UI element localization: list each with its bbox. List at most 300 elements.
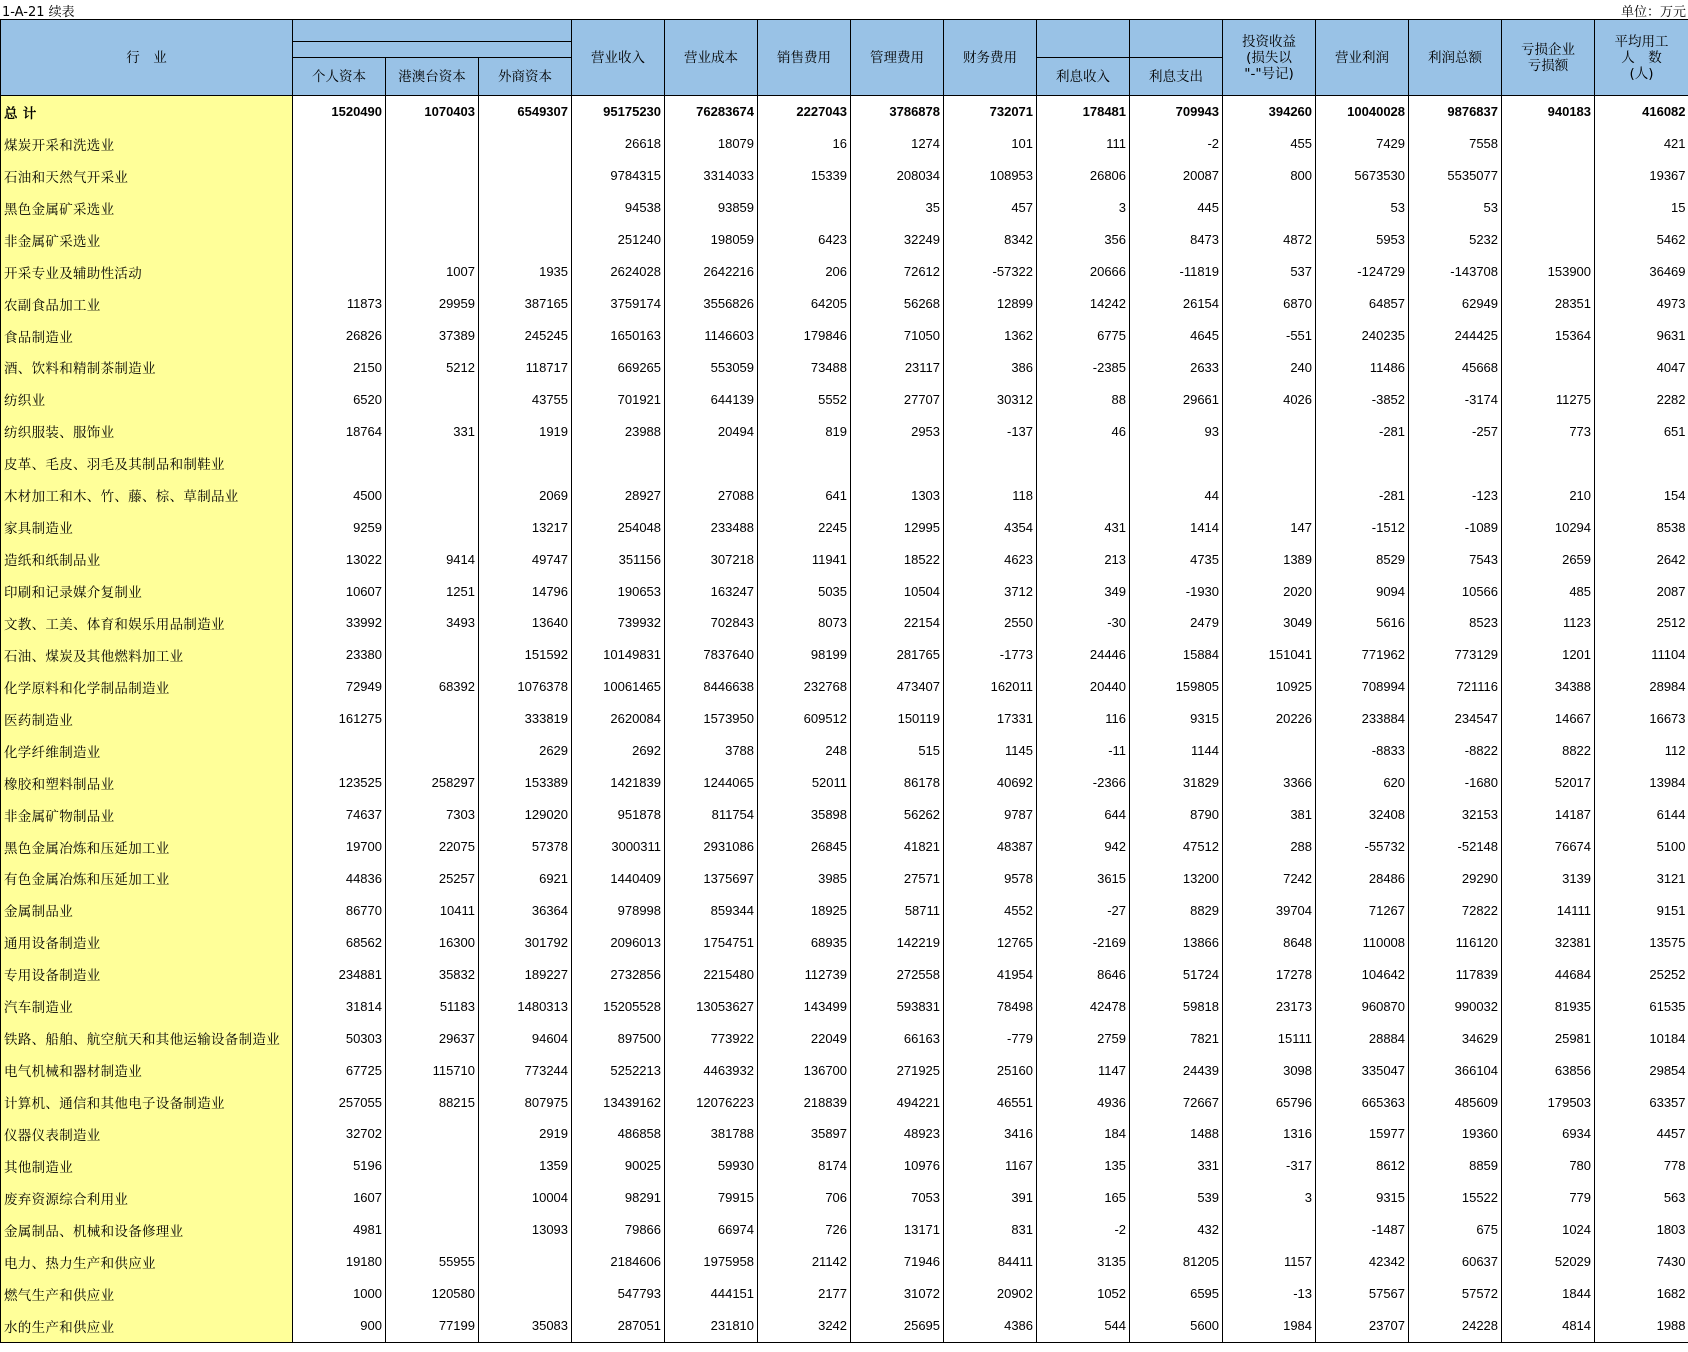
value-cell-c15 xyxy=(1595,447,1688,479)
value-cell-c14 xyxy=(1502,447,1595,479)
value-cell-c15: 7430 xyxy=(1595,1246,1688,1278)
value-cell-c10: 2633 xyxy=(1130,352,1223,384)
value-cell-c1: 74637 xyxy=(293,799,386,831)
value-cell-c6: 726 xyxy=(758,1214,851,1246)
value-cell-c3 xyxy=(479,224,572,256)
value-cell-c3: 35083 xyxy=(479,1310,572,1342)
value-cell-c12: 5953 xyxy=(1316,224,1409,256)
value-cell-c7: 56262 xyxy=(851,799,944,831)
value-cell-c1 xyxy=(293,447,386,479)
header-admin-expense: 管理费用 xyxy=(851,20,944,96)
value-cell-c7: 271925 xyxy=(851,1054,944,1086)
header-avg-employees-line2: 人 数 xyxy=(1621,49,1662,66)
value-cell-c13: 7543 xyxy=(1409,543,1502,575)
value-cell-c10: 13866 xyxy=(1130,926,1223,958)
value-cell-c10: 1488 xyxy=(1130,1118,1223,1150)
value-cell-c10: 4645 xyxy=(1130,320,1223,352)
value-cell-c1: 4981 xyxy=(293,1214,386,1246)
value-cell-c13: 72822 xyxy=(1409,894,1502,926)
value-cell-c15: 4973 xyxy=(1595,288,1688,320)
value-cell-c14: 1024 xyxy=(1502,1214,1595,1246)
industry-name-cell: 橡胶和塑料制品业 xyxy=(1,767,293,799)
industry-name-cell: 专用设备制造业 xyxy=(1,958,293,990)
value-cell-c5: 27088 xyxy=(665,479,758,511)
value-cell-c12: -8833 xyxy=(1316,735,1409,767)
value-cell-c3: 129020 xyxy=(479,799,572,831)
value-cell-c14: 179503 xyxy=(1502,1086,1595,1118)
header-interest-expense: 利息支出 xyxy=(1130,58,1223,96)
value-cell-c7: 10504 xyxy=(851,575,944,607)
industry-name-cell: 家具制造业 xyxy=(1,511,293,543)
value-cell-c9: 644 xyxy=(1037,799,1130,831)
value-cell-c5: 553059 xyxy=(665,352,758,384)
table-row xyxy=(1,958,1688,990)
value-cell-c12: 104642 xyxy=(1316,958,1409,990)
value-cell-c9: -2385 xyxy=(1037,352,1130,384)
value-cell-c1: 44836 xyxy=(293,863,386,895)
value-cell-c1: 10607 xyxy=(293,575,386,607)
value-cell-c4: 13439162 xyxy=(572,1086,665,1118)
value-cell-c10: 72667 xyxy=(1130,1086,1223,1118)
value-cell-c6: 143499 xyxy=(758,990,851,1022)
value-cell-c12: 28884 xyxy=(1316,1022,1409,1054)
header-hmt-capital: 港澳台资本 xyxy=(386,58,479,96)
value-cell-c7: 272558 xyxy=(851,958,944,990)
value-cell-c5: 2642216 xyxy=(665,256,758,288)
value-cell-c2 xyxy=(386,511,479,543)
value-cell-c12: 64857 xyxy=(1316,288,1409,320)
table-id: 1-A-21 续表 xyxy=(2,5,75,20)
value-cell-c6: 8174 xyxy=(758,1150,851,1182)
value-cell-c7: 12995 xyxy=(851,511,944,543)
value-cell-c7 xyxy=(851,447,944,479)
value-cell-c8 xyxy=(944,447,1037,479)
value-cell-c7: 7053 xyxy=(851,1182,944,1214)
value-cell-c2 xyxy=(386,128,479,160)
value-cell-c10: 8473 xyxy=(1130,224,1223,256)
table-title-bar xyxy=(0,0,1688,18)
value-cell-c13: -143708 xyxy=(1409,256,1502,288)
table-row xyxy=(1,1086,1688,1118)
table-row xyxy=(1,192,1688,224)
value-cell-c9: 8646 xyxy=(1037,958,1130,990)
value-cell-c4: 1650163 xyxy=(572,320,665,352)
header-capital-subgroup xyxy=(293,42,572,58)
value-cell-c11: 6870 xyxy=(1223,288,1316,320)
value-cell-c9: 20666 xyxy=(1037,256,1130,288)
industry-name-cell: 计算机、通信和其他电子设备制造业 xyxy=(1,1086,293,1118)
table-row xyxy=(1,320,1688,352)
industry-name-cell: 化学原料和化学制品制造业 xyxy=(1,671,293,703)
value-cell-c5: 1375697 xyxy=(665,863,758,895)
value-cell-c14 xyxy=(1502,128,1595,160)
value-cell-c6: 5552 xyxy=(758,383,851,415)
header-capital-group xyxy=(293,20,572,42)
value-cell-c3: 6921 xyxy=(479,863,572,895)
industry-name-cell: 金属制品、机械和设备修理业 xyxy=(1,1214,293,1246)
header-investment-income-line2: (损失以 xyxy=(1246,49,1292,66)
value-cell-c11 xyxy=(1223,479,1316,511)
value-cell-c10: 20087 xyxy=(1130,160,1223,192)
industry-name-cell: 水的生产和供应业 xyxy=(1,1310,293,1342)
value-cell-c9: 3615 xyxy=(1037,863,1130,895)
industry-name-cell: 燃气生产和供应业 xyxy=(1,1278,293,1310)
value-cell-c13: -3174 xyxy=(1409,383,1502,415)
value-cell-c11: 3366 xyxy=(1223,767,1316,799)
value-cell-c9: -11 xyxy=(1037,735,1130,767)
value-cell-c7: 72612 xyxy=(851,256,944,288)
value-cell-c5: 93859 xyxy=(665,192,758,224)
value-cell-c4: 978998 xyxy=(572,894,665,926)
value-cell-c14: 2659 xyxy=(1502,543,1595,575)
value-cell-c13 xyxy=(1409,447,1502,479)
value-cell-c4: 5252213 xyxy=(572,1054,665,1086)
value-cell-c14: 773 xyxy=(1502,415,1595,447)
value-cell-c1: 234881 xyxy=(293,958,386,990)
value-cell-c5: 2931086 xyxy=(665,831,758,863)
value-cell-c3 xyxy=(479,192,572,224)
value-cell-c1: 19700 xyxy=(293,831,386,863)
value-cell-c15: 1988 xyxy=(1595,1310,1688,1342)
value-cell-c10: 539 xyxy=(1130,1182,1223,1214)
table-row xyxy=(1,383,1688,415)
value-cell-c3: 153389 xyxy=(479,767,572,799)
value-cell-c15: 11104 xyxy=(1595,639,1688,671)
value-cell-c12: 11486 xyxy=(1316,352,1409,384)
value-cell-c9 xyxy=(1037,479,1130,511)
value-cell-c8: 1145 xyxy=(944,735,1037,767)
value-cell-c12: 5673530 xyxy=(1316,160,1409,192)
table-row xyxy=(1,511,1688,543)
value-cell-c8: -1773 xyxy=(944,639,1037,671)
value-cell-c3: 1359 xyxy=(479,1150,572,1182)
value-cell-c8: 12899 xyxy=(944,288,1037,320)
value-cell-c5: 1754751 xyxy=(665,926,758,958)
value-cell-c8: 25160 xyxy=(944,1054,1037,1086)
value-cell-c13: -257 xyxy=(1409,415,1502,447)
value-cell-c12: 15977 xyxy=(1316,1118,1409,1150)
value-cell-c10: 15884 xyxy=(1130,639,1223,671)
value-cell-c9: 26806 xyxy=(1037,160,1130,192)
value-cell-c8: 2550 xyxy=(944,607,1037,639)
value-cell-c4: 79866 xyxy=(572,1214,665,1246)
value-cell-c1: 161275 xyxy=(293,703,386,735)
value-cell-c2: 35832 xyxy=(386,958,479,990)
value-cell-c11: 1316 xyxy=(1223,1118,1316,1150)
table-header xyxy=(1,20,1688,96)
value-cell-c10: -11819 xyxy=(1130,256,1223,288)
value-cell-c10: 445 xyxy=(1130,192,1223,224)
value-cell-c2: 3493 xyxy=(386,607,479,639)
value-cell-c8: 30312 xyxy=(944,383,1037,415)
value-cell-c12: 57567 xyxy=(1316,1278,1409,1310)
value-cell-c8: 78498 xyxy=(944,990,1037,1022)
value-cell-c12: 110008 xyxy=(1316,926,1409,958)
value-cell-c8: 8342 xyxy=(944,224,1037,256)
value-cell-c15: 5462 xyxy=(1595,224,1688,256)
value-cell-c4: 739932 xyxy=(572,607,665,639)
value-cell-c5: 2215480 xyxy=(665,958,758,990)
value-cell-c2 xyxy=(386,479,479,511)
value-cell-c15: 8538 xyxy=(1595,511,1688,543)
header-interest-income-top xyxy=(1037,20,1130,58)
header-sales-expense: 销售费用 xyxy=(758,20,851,96)
value-cell-c4: 701921 xyxy=(572,383,665,415)
header-revenue: 营业收入 xyxy=(572,20,665,96)
value-cell-c6: 232768 xyxy=(758,671,851,703)
value-cell-c13: 721116 xyxy=(1409,671,1502,703)
value-cell-c13: 53 xyxy=(1409,192,1502,224)
value-cell-c12: 9094 xyxy=(1316,575,1409,607)
value-cell-c11: 147 xyxy=(1223,511,1316,543)
value-cell-c2 xyxy=(386,192,479,224)
value-cell-c4 xyxy=(572,447,665,479)
value-cell-c5: 644139 xyxy=(665,383,758,415)
value-cell-c14: 25981 xyxy=(1502,1022,1595,1054)
table-row xyxy=(1,671,1688,703)
value-cell-c5: 79915 xyxy=(665,1182,758,1214)
header-total-profit: 利润总额 xyxy=(1409,20,1502,96)
industry-name-cell: 皮革、毛皮、羽毛及其制品和制鞋业 xyxy=(1,447,293,479)
value-cell-c10: 4735 xyxy=(1130,543,1223,575)
value-cell-c6: 26845 xyxy=(758,831,851,863)
value-cell-c1: 86770 xyxy=(293,894,386,926)
value-cell-c8: 40692 xyxy=(944,767,1037,799)
header-loss-amount-line2: 亏损额 xyxy=(1527,57,1569,74)
value-cell-c3 xyxy=(479,160,572,192)
value-cell-c6: 98199 xyxy=(758,639,851,671)
value-cell-c3: 118717 xyxy=(479,352,572,384)
value-cell-c14 xyxy=(1502,192,1595,224)
value-cell-c2: 1251 xyxy=(386,575,479,607)
value-cell-c12: -1512 xyxy=(1316,511,1409,543)
industry-name-cell: 电气机械和器材制造业 xyxy=(1,1054,293,1086)
value-cell-c9: 356 xyxy=(1037,224,1130,256)
value-cell-c4: 897500 xyxy=(572,1022,665,1054)
value-cell-c3: 10004 xyxy=(479,1182,572,1214)
value-cell-c15: 61535 xyxy=(1595,990,1688,1022)
value-cell-c10 xyxy=(1130,447,1223,479)
value-cell-c12: 32408 xyxy=(1316,799,1409,831)
value-cell-c3: 333819 xyxy=(479,703,572,735)
value-cell-c6: 6423 xyxy=(758,224,851,256)
header-personal-capital: 个人资本 xyxy=(293,58,386,96)
industry-name-cell: 文教、工美、体育和娱乐用品制造业 xyxy=(1,607,293,639)
industry-name-cell: 煤炭开采和洗选业 xyxy=(1,128,293,160)
value-cell-c9: 4936 xyxy=(1037,1086,1130,1118)
industry-name-cell: 非金属矿采选业 xyxy=(1,224,293,256)
value-cell-c9: -2169 xyxy=(1037,926,1130,958)
value-cell-c8: 391 xyxy=(944,1182,1037,1214)
value-cell-c14: 52029 xyxy=(1502,1246,1595,1278)
value-cell-c12: 233884 xyxy=(1316,703,1409,735)
header-avg-employees-line3: (人) xyxy=(1629,65,1654,82)
value-cell-c6: 2245 xyxy=(758,511,851,543)
table-row xyxy=(1,1022,1688,1054)
value-cell-c11: 1389 xyxy=(1223,543,1316,575)
table-row xyxy=(1,863,1688,895)
value-cell-c6: 819 xyxy=(758,415,851,447)
header-operating-profit: 营业利润 xyxy=(1316,20,1409,96)
value-cell-c2: 258297 xyxy=(386,767,479,799)
value-cell-c13: 116120 xyxy=(1409,926,1502,958)
value-cell-c11: 394260 xyxy=(1223,96,1316,128)
value-cell-c13: 244425 xyxy=(1409,320,1502,352)
value-cell-c1: 32702 xyxy=(293,1118,386,1150)
value-cell-c13: 45668 xyxy=(1409,352,1502,384)
value-cell-c3: 36364 xyxy=(479,894,572,926)
value-cell-c6 xyxy=(758,192,851,224)
value-cell-c14: 485 xyxy=(1502,575,1595,607)
value-cell-c9: 1147 xyxy=(1037,1054,1130,1086)
value-cell-c8: 101 xyxy=(944,128,1037,160)
value-cell-c12: -1487 xyxy=(1316,1214,1409,1246)
value-cell-c13: 675 xyxy=(1409,1214,1502,1246)
value-cell-c4: 10061465 xyxy=(572,671,665,703)
value-cell-c10: 1144 xyxy=(1130,735,1223,767)
value-cell-c15: 651 xyxy=(1595,415,1688,447)
value-cell-c11 xyxy=(1223,415,1316,447)
value-cell-c8: 4386 xyxy=(944,1310,1037,1342)
value-cell-c13: 5232 xyxy=(1409,224,1502,256)
value-cell-c11: 1157 xyxy=(1223,1246,1316,1278)
value-cell-c2: 5212 xyxy=(386,352,479,384)
value-cell-c10: 59818 xyxy=(1130,990,1223,1022)
value-cell-c3 xyxy=(479,128,572,160)
value-cell-c8: 48387 xyxy=(944,831,1037,863)
table-body xyxy=(1,96,1688,1343)
value-cell-c10: 47512 xyxy=(1130,831,1223,863)
industry-name-cell: 汽车制造业 xyxy=(1,990,293,1022)
value-cell-c3: 1919 xyxy=(479,415,572,447)
value-cell-c2: 37389 xyxy=(386,320,479,352)
industry-name-cell: 其他制造业 xyxy=(1,1150,293,1182)
value-cell-c9: 135 xyxy=(1037,1150,1130,1182)
value-cell-c6: 35898 xyxy=(758,799,851,831)
table-row xyxy=(1,990,1688,1022)
value-cell-c11: -551 xyxy=(1223,320,1316,352)
value-cell-c14: 3139 xyxy=(1502,863,1595,895)
table-row xyxy=(1,447,1688,479)
value-cell-c2 xyxy=(386,639,479,671)
value-cell-c14: 4814 xyxy=(1502,1310,1595,1342)
value-cell-c13: 9876837 xyxy=(1409,96,1502,128)
value-cell-c11: 3 xyxy=(1223,1182,1316,1214)
value-cell-c15: 29854 xyxy=(1595,1054,1688,1086)
header-investment-income-line3: "-"号记) xyxy=(1244,65,1294,82)
value-cell-c13: 62949 xyxy=(1409,288,1502,320)
value-cell-c12: 23707 xyxy=(1316,1310,1409,1342)
value-cell-c8: 3416 xyxy=(944,1118,1037,1150)
industry-name-cell: 石油和天然气开采业 xyxy=(1,160,293,192)
value-cell-c1: 72949 xyxy=(293,671,386,703)
value-cell-c15: 13575 xyxy=(1595,926,1688,958)
value-cell-c7: 494221 xyxy=(851,1086,944,1118)
value-cell-c1: 1607 xyxy=(293,1182,386,1214)
value-cell-c1: 123525 xyxy=(293,767,386,799)
value-cell-c5: 811754 xyxy=(665,799,758,831)
value-cell-c1 xyxy=(293,224,386,256)
value-cell-c8: -137 xyxy=(944,415,1037,447)
value-cell-c3 xyxy=(479,1278,572,1310)
value-cell-c14: 153900 xyxy=(1502,256,1595,288)
value-cell-c9: 116 xyxy=(1037,703,1130,735)
table-row xyxy=(1,703,1688,735)
value-cell-c3: 1935 xyxy=(479,256,572,288)
industry-name-cell: 食品制造业 xyxy=(1,320,293,352)
table-row xyxy=(1,831,1688,863)
value-cell-c11 xyxy=(1223,735,1316,767)
value-cell-c3: 387165 xyxy=(479,288,572,320)
value-cell-c7: 208034 xyxy=(851,160,944,192)
value-cell-c10: 44 xyxy=(1130,479,1223,511)
value-cell-c14: 15364 xyxy=(1502,320,1595,352)
value-cell-c10: 51724 xyxy=(1130,958,1223,990)
value-cell-c9: 88 xyxy=(1037,383,1130,415)
value-cell-c6: 2227043 xyxy=(758,96,851,128)
value-cell-c6: 218839 xyxy=(758,1086,851,1118)
value-cell-c15: 154 xyxy=(1595,479,1688,511)
value-cell-c14: 76674 xyxy=(1502,831,1595,863)
value-cell-c11: 20226 xyxy=(1223,703,1316,735)
value-cell-c12: -281 xyxy=(1316,479,1409,511)
value-cell-c2 xyxy=(386,383,479,415)
value-cell-c6: 64205 xyxy=(758,288,851,320)
table-row xyxy=(1,415,1688,447)
value-cell-c8: 3712 xyxy=(944,575,1037,607)
value-cell-c5: 381788 xyxy=(665,1118,758,1150)
industry-name-cell: 农副食品加工业 xyxy=(1,288,293,320)
industry-name-cell: 纺织业 xyxy=(1,383,293,415)
value-cell-c12: 335047 xyxy=(1316,1054,1409,1086)
value-cell-c10: 81205 xyxy=(1130,1246,1223,1278)
value-cell-c14: 780 xyxy=(1502,1150,1595,1182)
value-cell-c2: 77199 xyxy=(386,1310,479,1342)
value-cell-c9: 165 xyxy=(1037,1182,1130,1214)
industry-name-cell: 有色金属冶炼和压延加工业 xyxy=(1,863,293,895)
table-row xyxy=(1,767,1688,799)
value-cell-c7: 13171 xyxy=(851,1214,944,1246)
value-cell-c9: 178481 xyxy=(1037,96,1130,128)
table-row xyxy=(1,1214,1688,1246)
value-cell-c5: 1146603 xyxy=(665,320,758,352)
value-cell-c9: 544 xyxy=(1037,1310,1130,1342)
value-cell-c15: 778 xyxy=(1595,1150,1688,1182)
value-cell-c7: 593831 xyxy=(851,990,944,1022)
value-cell-c1: 1520490 xyxy=(293,96,386,128)
value-cell-c13: 366104 xyxy=(1409,1054,1502,1086)
value-cell-c5: 8446638 xyxy=(665,671,758,703)
value-cell-c13: -1089 xyxy=(1409,511,1502,543)
value-cell-c13: 15522 xyxy=(1409,1182,1502,1214)
value-cell-c3: 57378 xyxy=(479,831,572,863)
value-cell-c11: -317 xyxy=(1223,1150,1316,1182)
value-cell-c12: -55732 xyxy=(1316,831,1409,863)
value-cell-c5: 444151 xyxy=(665,1278,758,1310)
value-cell-c8: 4354 xyxy=(944,511,1037,543)
value-cell-c1 xyxy=(293,160,386,192)
value-cell-c1: 1000 xyxy=(293,1278,386,1310)
value-cell-c2 xyxy=(386,1214,479,1246)
value-cell-c13: 773129 xyxy=(1409,639,1502,671)
value-cell-c8: 162011 xyxy=(944,671,1037,703)
value-cell-c1 xyxy=(293,256,386,288)
value-cell-c12: 5616 xyxy=(1316,607,1409,639)
value-cell-c12: 620 xyxy=(1316,767,1409,799)
value-cell-c13: -123 xyxy=(1409,479,1502,511)
value-cell-c8: 457 xyxy=(944,192,1037,224)
value-cell-c9: 213 xyxy=(1037,543,1130,575)
